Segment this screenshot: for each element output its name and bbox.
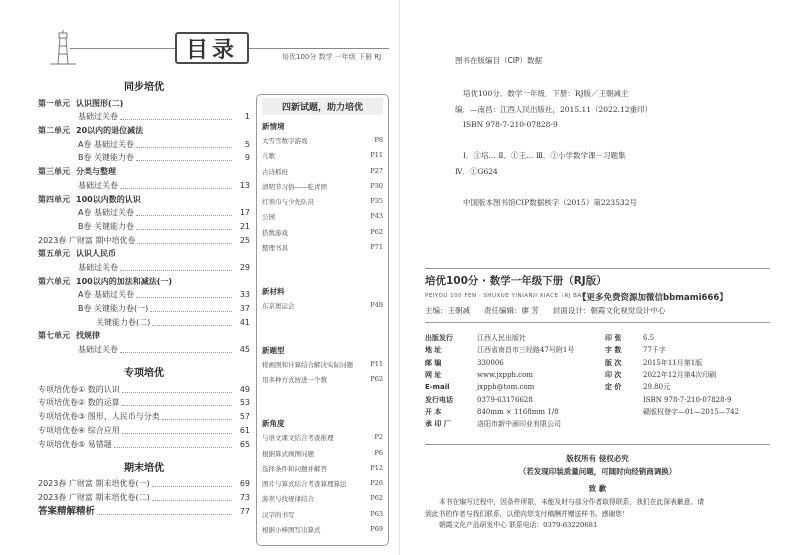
sidebox-group-heading: 新角度 [262, 419, 285, 429]
publisher-value: 江西省南昌市三经路47号附1号 [477, 346, 575, 355]
leader-dots [136, 147, 232, 148]
cip-line: Ⅰ．①培… Ⅱ．①王… Ⅲ．①小学数学课－习题集 [463, 151, 626, 161]
toc-page-number: 69 [239, 479, 250, 489]
sidebox-row-label: 选择条件和问题并解答 [262, 464, 327, 473]
sidebox-row-label: 儿歌 [262, 152, 275, 161]
toc-row[interactable] [38, 178, 250, 192]
answers-label: 答案精解精析 [38, 505, 96, 517]
answers-row[interactable] [38, 504, 250, 518]
group-spacer [262, 390, 383, 412]
sidebox-row-page: P62 [370, 227, 383, 236]
toc-page-number: 29 [239, 262, 250, 272]
sidebox-row-label: 清明节习俗——吃青团 [262, 182, 327, 191]
sidebox-row[interactable] [262, 494, 383, 509]
toc-entry-label: 专项培优卷② 数的运算 [38, 398, 120, 408]
publisher-value: 77千字 [643, 346, 666, 355]
toc-unit-number: 第四单元 [38, 194, 70, 204]
leader-dots [120, 188, 232, 189]
publisher-row [605, 369, 739, 381]
toc-unit-number: 第七单元 [38, 331, 70, 341]
toc-unit-number: 第二单元 [38, 126, 70, 136]
sidebox-row-label: 将画图和计算结合解决实际问题 [262, 360, 353, 369]
sidebox-group-heading: 新情境 [262, 122, 285, 131]
publisher-key: 承 印 厂 [425, 420, 451, 429]
toc-page-number: 13 [239, 180, 250, 190]
toc-entry-label: 专项培优卷④ 综合应用 [38, 425, 120, 435]
toc-page-number: 9 [244, 153, 250, 163]
sidebox-row-label: 图片与算式结合考查算理算法 [262, 480, 347, 489]
group-spacer [262, 317, 383, 339]
cip-line [455, 180, 785, 196]
toc-entry-label: 基础过关卷 [78, 262, 118, 272]
answers-page: 77 [239, 506, 250, 516]
publisher-value: 29.80元 [643, 383, 671, 392]
leader-dots [97, 514, 232, 515]
toc-row[interactable] [38, 219, 250, 233]
toc-entry-label: B卷 关键能力卷 [78, 153, 135, 163]
leader-dots [122, 392, 232, 393]
leader-dots [114, 447, 232, 448]
leader-dots [137, 243, 232, 244]
sidebox-row[interactable] [262, 197, 383, 212]
leader-dots [162, 419, 232, 420]
sidebox-row-label: 根据小棒图写出算式 [262, 526, 321, 535]
publisher-value: 6.5 [643, 334, 655, 343]
sidebox-row-label: 整理书具 [262, 244, 288, 253]
sidebox-row-page: P11 [370, 359, 383, 368]
sidebox-row-page: P62 [370, 374, 383, 383]
sidebox-row[interactable] [262, 375, 383, 390]
toc-row[interactable] [38, 301, 250, 315]
toc-unit-number: 第五单元 [38, 249, 70, 259]
cip-line: 中国版本图书馆CIP数据核字（2015）第223532号 [463, 198, 637, 208]
toc-entry-label: 专项培优卷① 数的认识 [38, 384, 120, 394]
sidebox-row[interactable] [262, 360, 383, 375]
toc-page-number: 61 [239, 425, 250, 435]
publisher-key: 定 价 [605, 383, 622, 392]
toc-page-number: 5 [244, 139, 250, 149]
sidebox-row[interactable] [262, 228, 383, 243]
publisher-row [425, 369, 574, 381]
sidebox-row-page: P62 [370, 494, 383, 503]
toc-row[interactable] [38, 342, 250, 356]
new-questions-box [256, 94, 389, 546]
sidebox-row-page: P6 [374, 448, 383, 457]
toc-row[interactable] [38, 315, 250, 329]
toc-entry-label: A卷 基础过关卷 [78, 139, 135, 149]
thanks-heading: 致 歉 [588, 484, 607, 493]
divider-rule [425, 322, 770, 323]
toc-entry-label: 2023春 广财富 期末培优卷(二) [38, 492, 150, 502]
header-rule-right [249, 48, 389, 49]
sync-section-title: 同步培优 [124, 82, 164, 93]
publisher-row [605, 381, 739, 393]
divider-rule [425, 268, 770, 269]
publisher-row [605, 344, 739, 356]
toc-unit-row[interactable] [38, 329, 250, 343]
toc-entry-label: A卷 基础过关卷 [78, 208, 135, 218]
cip-line [455, 133, 785, 149]
publisher-value: 江西人民出版社 [477, 334, 526, 343]
publisher-row [605, 406, 739, 418]
toc-unit-number: 第六单元 [38, 276, 70, 286]
cip-line: Ⅳ．①G624 [455, 166, 498, 176]
promo-text: 【更多免费资源加微信bbmami666】 [578, 293, 728, 303]
sidebox-row-page: P2 [374, 433, 383, 442]
divider-rule [425, 444, 770, 445]
leader-dots [136, 160, 232, 161]
toc-row[interactable] [38, 423, 250, 437]
sidebox-row-page: P26 [370, 479, 383, 488]
sidebox-row[interactable] [262, 212, 383, 227]
final-rows [38, 477, 250, 504]
publisher-key: 版 次 [605, 358, 622, 367]
special-rows [38, 382, 250, 450]
sidebox-row[interactable] [262, 464, 383, 479]
toc-row[interactable] [38, 490, 250, 504]
toc-row[interactable] [38, 110, 250, 124]
leader-dots [122, 433, 232, 434]
toc-page-number: 73 [239, 492, 250, 502]
publisher-key: 网 址 [425, 371, 442, 380]
sidebox-row-page: P43 [370, 212, 383, 221]
publisher-key: 发行电话 [425, 395, 453, 404]
toc-page-number: 33 [239, 290, 250, 300]
sidebox-row-label: 与语文课文结合考查推理 [262, 434, 334, 443]
toc-entry-label: 关键能力卷(二) [96, 317, 151, 327]
publisher-row [425, 344, 574, 356]
toc-row[interactable] [38, 137, 250, 151]
toc-unit-row[interactable] [38, 192, 250, 206]
rights-line: 版权所有 侵权必究 [566, 454, 629, 463]
toc-page-number: 65 [239, 439, 250, 449]
toc-row[interactable] [38, 396, 250, 410]
toc-unit-row[interactable] [38, 274, 250, 288]
sidebox-row-page: P35 [370, 197, 383, 206]
sidebox-row-label: 古诗抓班 [262, 167, 288, 176]
publisher-row [605, 332, 739, 344]
publisher-key: 邮 编 [425, 358, 442, 367]
toc-entry-label: B卷 关键能力卷 [78, 221, 135, 231]
toc-entry-label: B卷 关键能力卷(一) [78, 304, 149, 313]
toc-page-number: 17 [239, 208, 250, 218]
toc-unit-number: 第三单元 [38, 167, 70, 177]
sidebox-row-label: 根据算式画图问题 [262, 449, 314, 458]
toc-row[interactable] [38, 477, 250, 491]
publisher-row [425, 406, 574, 418]
publisher-value: 2022年12月第4次印刷 [643, 371, 717, 380]
leader-dots [120, 119, 232, 120]
book-title: 培优100分 · 数学一年级下册（RJ版） [425, 275, 607, 287]
leader-dots [152, 500, 232, 501]
final-section-title: 期末培优 [124, 462, 164, 474]
sidebox-group-heading: 新题型 [262, 345, 285, 355]
group-spacer [262, 258, 383, 280]
toc-unit-row[interactable] [38, 247, 250, 261]
cip-line: 培优100分．数学一年级．下册：RJ版／王朝减主 [463, 89, 629, 98]
leader-dots [136, 297, 232, 298]
sidebox-title: 四新试题，助力培优 [262, 98, 383, 115]
publisher-value: ISBN 978-7-210-07828-9 [643, 395, 732, 404]
toc-entry-label: 基础过关卷 [78, 180, 118, 190]
leader-dots [120, 352, 232, 353]
toc-page-number: 57 [239, 412, 250, 422]
sidebox-row[interactable] [262, 136, 383, 151]
sidebox-row-page: P11 [370, 151, 383, 160]
rights-line: （若发现印装质量问题，可随时向经销商调换） [518, 467, 677, 476]
toc-unit-row[interactable] [38, 96, 250, 110]
leader-dots [136, 229, 232, 230]
toc-page-number: 41 [239, 317, 250, 327]
toc-row[interactable] [38, 233, 250, 247]
sidebox-row[interactable] [262, 182, 383, 197]
rights-notice [425, 452, 770, 478]
cip-line: ISBN 978-7-210-07828-9 [463, 120, 558, 130]
sidebox-group-heading: 新材料 [262, 287, 285, 297]
sidebox-row[interactable] [262, 301, 383, 316]
publisher-value: 赣版权登字—01—2015—742 [643, 407, 740, 416]
thanks-text [425, 497, 770, 532]
sidebox-row-page: P69 [370, 525, 383, 534]
toc-page-number: 45 [239, 345, 250, 355]
sidebox-row-page: P12 [370, 463, 383, 472]
thanks-line: 朝霞文化产品研发中心 联系电话：0379-63220681 [439, 521, 598, 529]
publisher-row [425, 418, 574, 430]
toc-entry-label: 专项培优卷⑤ 易错题 [38, 439, 112, 449]
toc-entry-label: A卷 基础过关卷 [78, 290, 135, 300]
sidebox-row-page: P71 [370, 243, 383, 252]
sidebox-row-page: P63 [370, 509, 383, 518]
publisher-row [605, 393, 739, 405]
toc-row[interactable] [38, 260, 250, 274]
sidebox-row-page: P49 [370, 301, 383, 310]
sidebox-row-label: 东京奥运会 [262, 302, 295, 311]
special-section-title: 专项培优 [124, 368, 164, 380]
toc-page-number: 21 [239, 221, 250, 231]
toc-entry-label: 基础过关卷 [78, 112, 118, 122]
toc-row[interactable] [38, 437, 250, 451]
toc-unit-title: 100以内的加法和减法(一) [76, 276, 173, 286]
page-title: 目录 [175, 32, 249, 64]
leader-dots [120, 270, 232, 271]
toc-entry-label: 2023春 广财富 期末培优卷(一) [38, 479, 150, 489]
sidebox-row[interactable] [262, 167, 383, 182]
publisher-row [425, 357, 574, 369]
publisher-value: 洛阳市新中画印业有限公司 [477, 420, 561, 429]
toc-unit-row[interactable] [38, 123, 250, 137]
leader-dots [152, 325, 232, 326]
publisher-key: 字 数 [605, 346, 622, 355]
sidebox-row[interactable] [262, 243, 383, 258]
publisher-info-left [425, 332, 574, 430]
sidebox-row-label: 汉字的书写 [262, 510, 295, 519]
sidebox-row-label: 搭数游戏 [262, 228, 288, 237]
book-info: 培优100分 数学 一年级 下册 RJ [282, 53, 382, 61]
publisher-value: 2015年11月第1版 [643, 358, 703, 367]
sidebox-row-label: 大雪雪数字游戏 [262, 137, 308, 145]
toc-unit-title: 认识人民币 [76, 249, 116, 259]
sidebox-row-page: P30 [370, 181, 383, 190]
toc-row[interactable] [38, 151, 250, 165]
sidebox-row-label: 红领巾与少先队员 [262, 198, 314, 207]
toc-row[interactable] [38, 206, 250, 220]
toc-unit-title: 20以内的退位减法 [76, 126, 144, 136]
publisher-key: 开 本 [425, 407, 442, 416]
toc-row[interactable] [38, 382, 250, 396]
toc-unit-title: 分类与整理 [76, 167, 116, 177]
leader-dots [152, 486, 232, 487]
leader-dots [136, 215, 232, 216]
editors-line [425, 305, 665, 316]
publisher-key: 印 次 [605, 371, 622, 380]
toc-row[interactable] [38, 409, 250, 423]
sidebox-row[interactable] [262, 525, 383, 540]
toc-unit-title: 认识图形(二) [76, 98, 124, 108]
toc-unit-row[interactable] [38, 164, 250, 178]
leader-dots [122, 405, 232, 406]
editor-credit: 封面设计：朝霞文化视觉设计中心 [552, 306, 666, 315]
publisher-key: E-mail [425, 383, 450, 392]
toc-page-number: 53 [239, 398, 250, 408]
publisher-value: 840mm × 1168mm 1/8 [477, 407, 559, 416]
toc-entry-label: 2023春 广财富 期中培优卷 [38, 235, 136, 245]
publisher-value: 0379-63176628 [477, 395, 533, 404]
leader-dots [150, 311, 232, 312]
toc-page-number: 1 [244, 112, 250, 122]
cip-heading: 图书在版编目（CIP）数据 [455, 56, 542, 65]
publisher-row [425, 332, 574, 344]
toc-page-number: 25 [239, 235, 250, 245]
publisher-value: www.jxpph.com [477, 371, 533, 380]
toc-entry-label: 基础过关卷 [78, 345, 118, 355]
editor-credit: 主编：王朝减 [425, 306, 470, 315]
header-rule-left [70, 48, 175, 49]
toc-row[interactable] [38, 288, 250, 302]
sidebox-row-page: P8 [374, 136, 383, 144]
toc-unit-number: 第一单元 [38, 98, 70, 108]
sidebox-row-label: 游卖与找规律结合 [262, 495, 314, 504]
toc-entry-label: 专项培优卷③ 图形、人民币与分类 [38, 412, 160, 422]
cip-line: 编．—南昌：江西人民出版社，2015.11（2022.12重印） [455, 104, 653, 114]
book-pinyin: PEIYOU 100 FEN · SHUXUE YINIANJI XIACE（RJ BAN） [425, 293, 593, 299]
sync-rows [38, 96, 250, 356]
editor-credit: 责任编辑：廖 芳 [484, 306, 539, 315]
sidebox-row-label: 用多种方式按进一个数 [262, 375, 327, 384]
publisher-row [425, 381, 574, 393]
publisher-key: 印 张 [605, 334, 622, 343]
publisher-key: 地 址 [425, 346, 442, 355]
sidebox-row[interactable] [262, 479, 383, 494]
toc-page-number: 37 [239, 304, 250, 313]
sidebox-row[interactable] [262, 449, 383, 464]
table-of-contents [38, 74, 250, 518]
publisher-row [425, 393, 574, 405]
sidebox-row[interactable] [262, 510, 383, 525]
publisher-value: jxpph@tom.com [477, 383, 535, 392]
publisher-value: 330006 [477, 358, 504, 367]
toc-unit-title: 找规律 [76, 331, 100, 341]
thanks-line: 本书在编写过程中，因条件所限，未能及时与部分作者取得联系，我们在此深表歉意。请 [439, 498, 705, 506]
publisher-key: 出版发行 [425, 334, 453, 343]
publisher-info-right [605, 332, 739, 418]
sidebox-groups [262, 121, 383, 540]
sidebox-row[interactable] [262, 433, 383, 448]
toc-unit-title: 100以内数的认识 [76, 194, 141, 204]
publisher-row [605, 357, 739, 369]
sidebox-row-label: 公园 [262, 213, 275, 222]
sidebox-row-page: P27 [370, 166, 383, 175]
cip-block [455, 86, 785, 211]
thanks-line: 到此书的作者与我们联系，以便向您支付稿酬并赠送样书。感谢您！ [425, 509, 629, 518]
toc-page-number: 49 [239, 384, 250, 394]
sidebox-row[interactable] [262, 151, 383, 166]
